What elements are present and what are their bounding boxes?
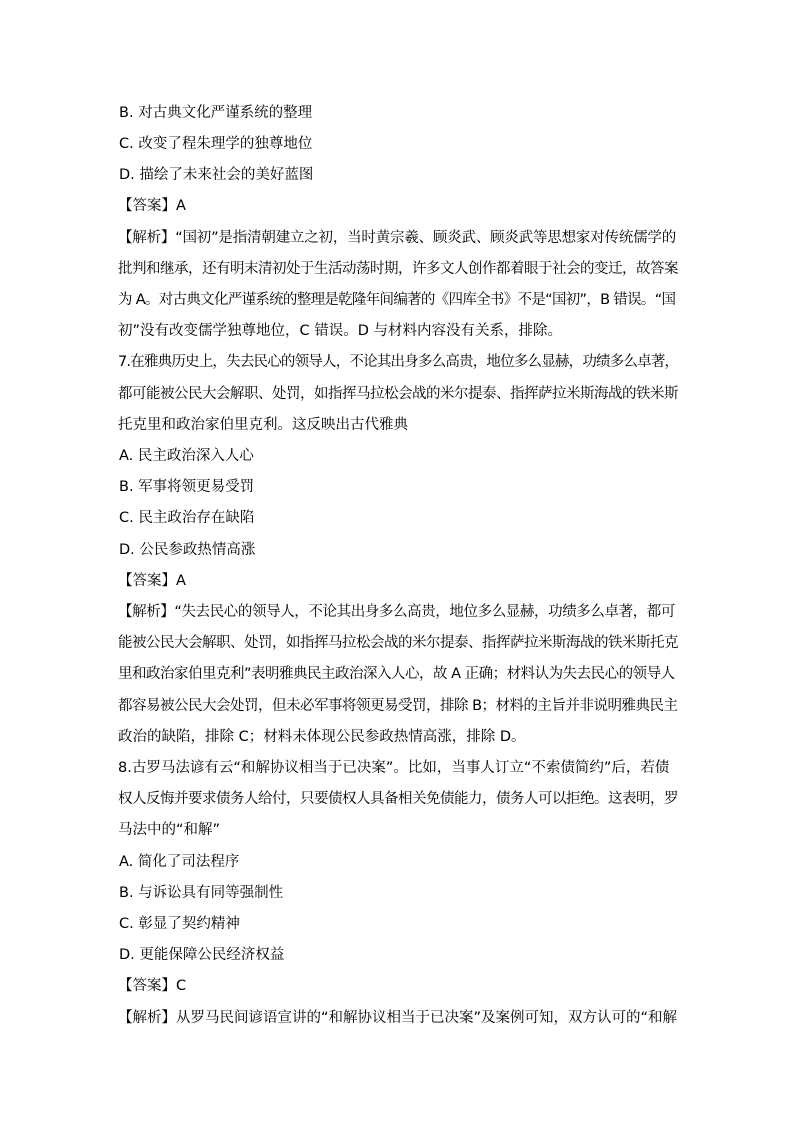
q7-analysis-line: 【解析】“失去民心的领导人，不论其出身多么高贵，地位多么显赫，功绩多么卓著，都可	[118, 604, 676, 620]
q6-analysis-line: 【解析】“国初”是指清朝建立之初，当时黄宗羲、顾炎武、顾炎武等思想家对传统儒学的	[118, 230, 677, 246]
q6-option-b: B. 对古典文化严谨系统的整理	[119, 105, 313, 121]
q6-analysis-line: 为 A。对古典文化严谨系统的整理是乾隆年间编著的《四库全书》不是“国初”，B 错误。“国	[118, 292, 676, 308]
q7-analysis-line: 里和政治家伯里克利”表明雅典民主政治深入人心，故 A 正确；材料认为失去民心的领导人	[118, 666, 675, 682]
q7-stem-line: 托克里和政治家伯里克利。这反映出古代雅典	[118, 417, 408, 433]
q6-analysis-line: 初”没有改变儒学独尊地位，C 错误。D 与材料内容没有关系，排除。	[118, 323, 563, 339]
q7-option-b: B. 军事将领更易受罚	[119, 479, 255, 495]
q8-analysis-line: 【解析】从罗马民间谚语宣讲的“和解协议相当于已决案”及案例可知，双方认可的“和解	[118, 1010, 678, 1026]
q7-option-d: D. 公民参政热情高涨	[119, 542, 256, 558]
q6-analysis-line: 批判和继承，还有明末清初处于生活动荡时期，许多文人创作都着眼于社会的变迁，故答案	[118, 261, 678, 277]
q8-stem-line: 8.古罗马法谚有云“和解协议相当于已决案”。比如，当事人订立“不索债简约”后，若债	[118, 760, 670, 776]
q7-stem-line: 7.在雅典历史上，失去民心的领导人，不论其出身多么高贵，地位多么显赫，功绩多么卓著，	[118, 354, 679, 370]
q7-option-a: A. 民主政治深入人心	[119, 448, 254, 464]
q6-option-c: C. 改变了程朱理学的独尊地位	[119, 136, 313, 152]
q8-option-b: B. 与诉讼具有同等强制性	[119, 885, 284, 901]
q7-option-c: C. 民主政治存在缺陷	[119, 510, 255, 526]
q7-answer: 【答案】A	[118, 573, 186, 589]
q7-analysis-line: 都容易被公民大会处罚，但未必军事将领更易受罚，排除 B；材料的主旨并非说明雅典民主	[118, 698, 678, 714]
q8-stem-line: 权人反悔并要求债务人给付，只要债权人具备相关免债能力，债务人可以拒绝。这表明，罗	[118, 791, 678, 807]
q6-option-d: D. 描绘了未来社会的美好蓝图	[119, 167, 314, 183]
q7-analysis-line: 能被公民大会解职、处罚，如指挥马拉松会战的米尔提泰、指挥萨拉米斯海战的铁米斯托克	[118, 635, 678, 651]
q8-stem-line: 马法中的“和解”	[118, 822, 221, 838]
q8-answer: 【答案】C	[118, 978, 187, 994]
q8-option-c: C. 彰显了契约精神	[119, 916, 240, 932]
q6-answer: 【答案】A	[118, 198, 186, 214]
q7-analysis-line: 政治的缺陷，排除 C；材料未体现公民参政热情高涨，排除 D。	[118, 729, 526, 745]
q8-option-a: A. 简化了司法程序	[119, 854, 240, 870]
q7-stem-line: 都可能被公民大会解职、处罚，如指挥马拉松会战的米尔提泰、指挥萨拉米斯海战的铁米斯	[118, 386, 678, 402]
q8-option-d: D. 更能保障公民经济权益	[119, 947, 285, 963]
